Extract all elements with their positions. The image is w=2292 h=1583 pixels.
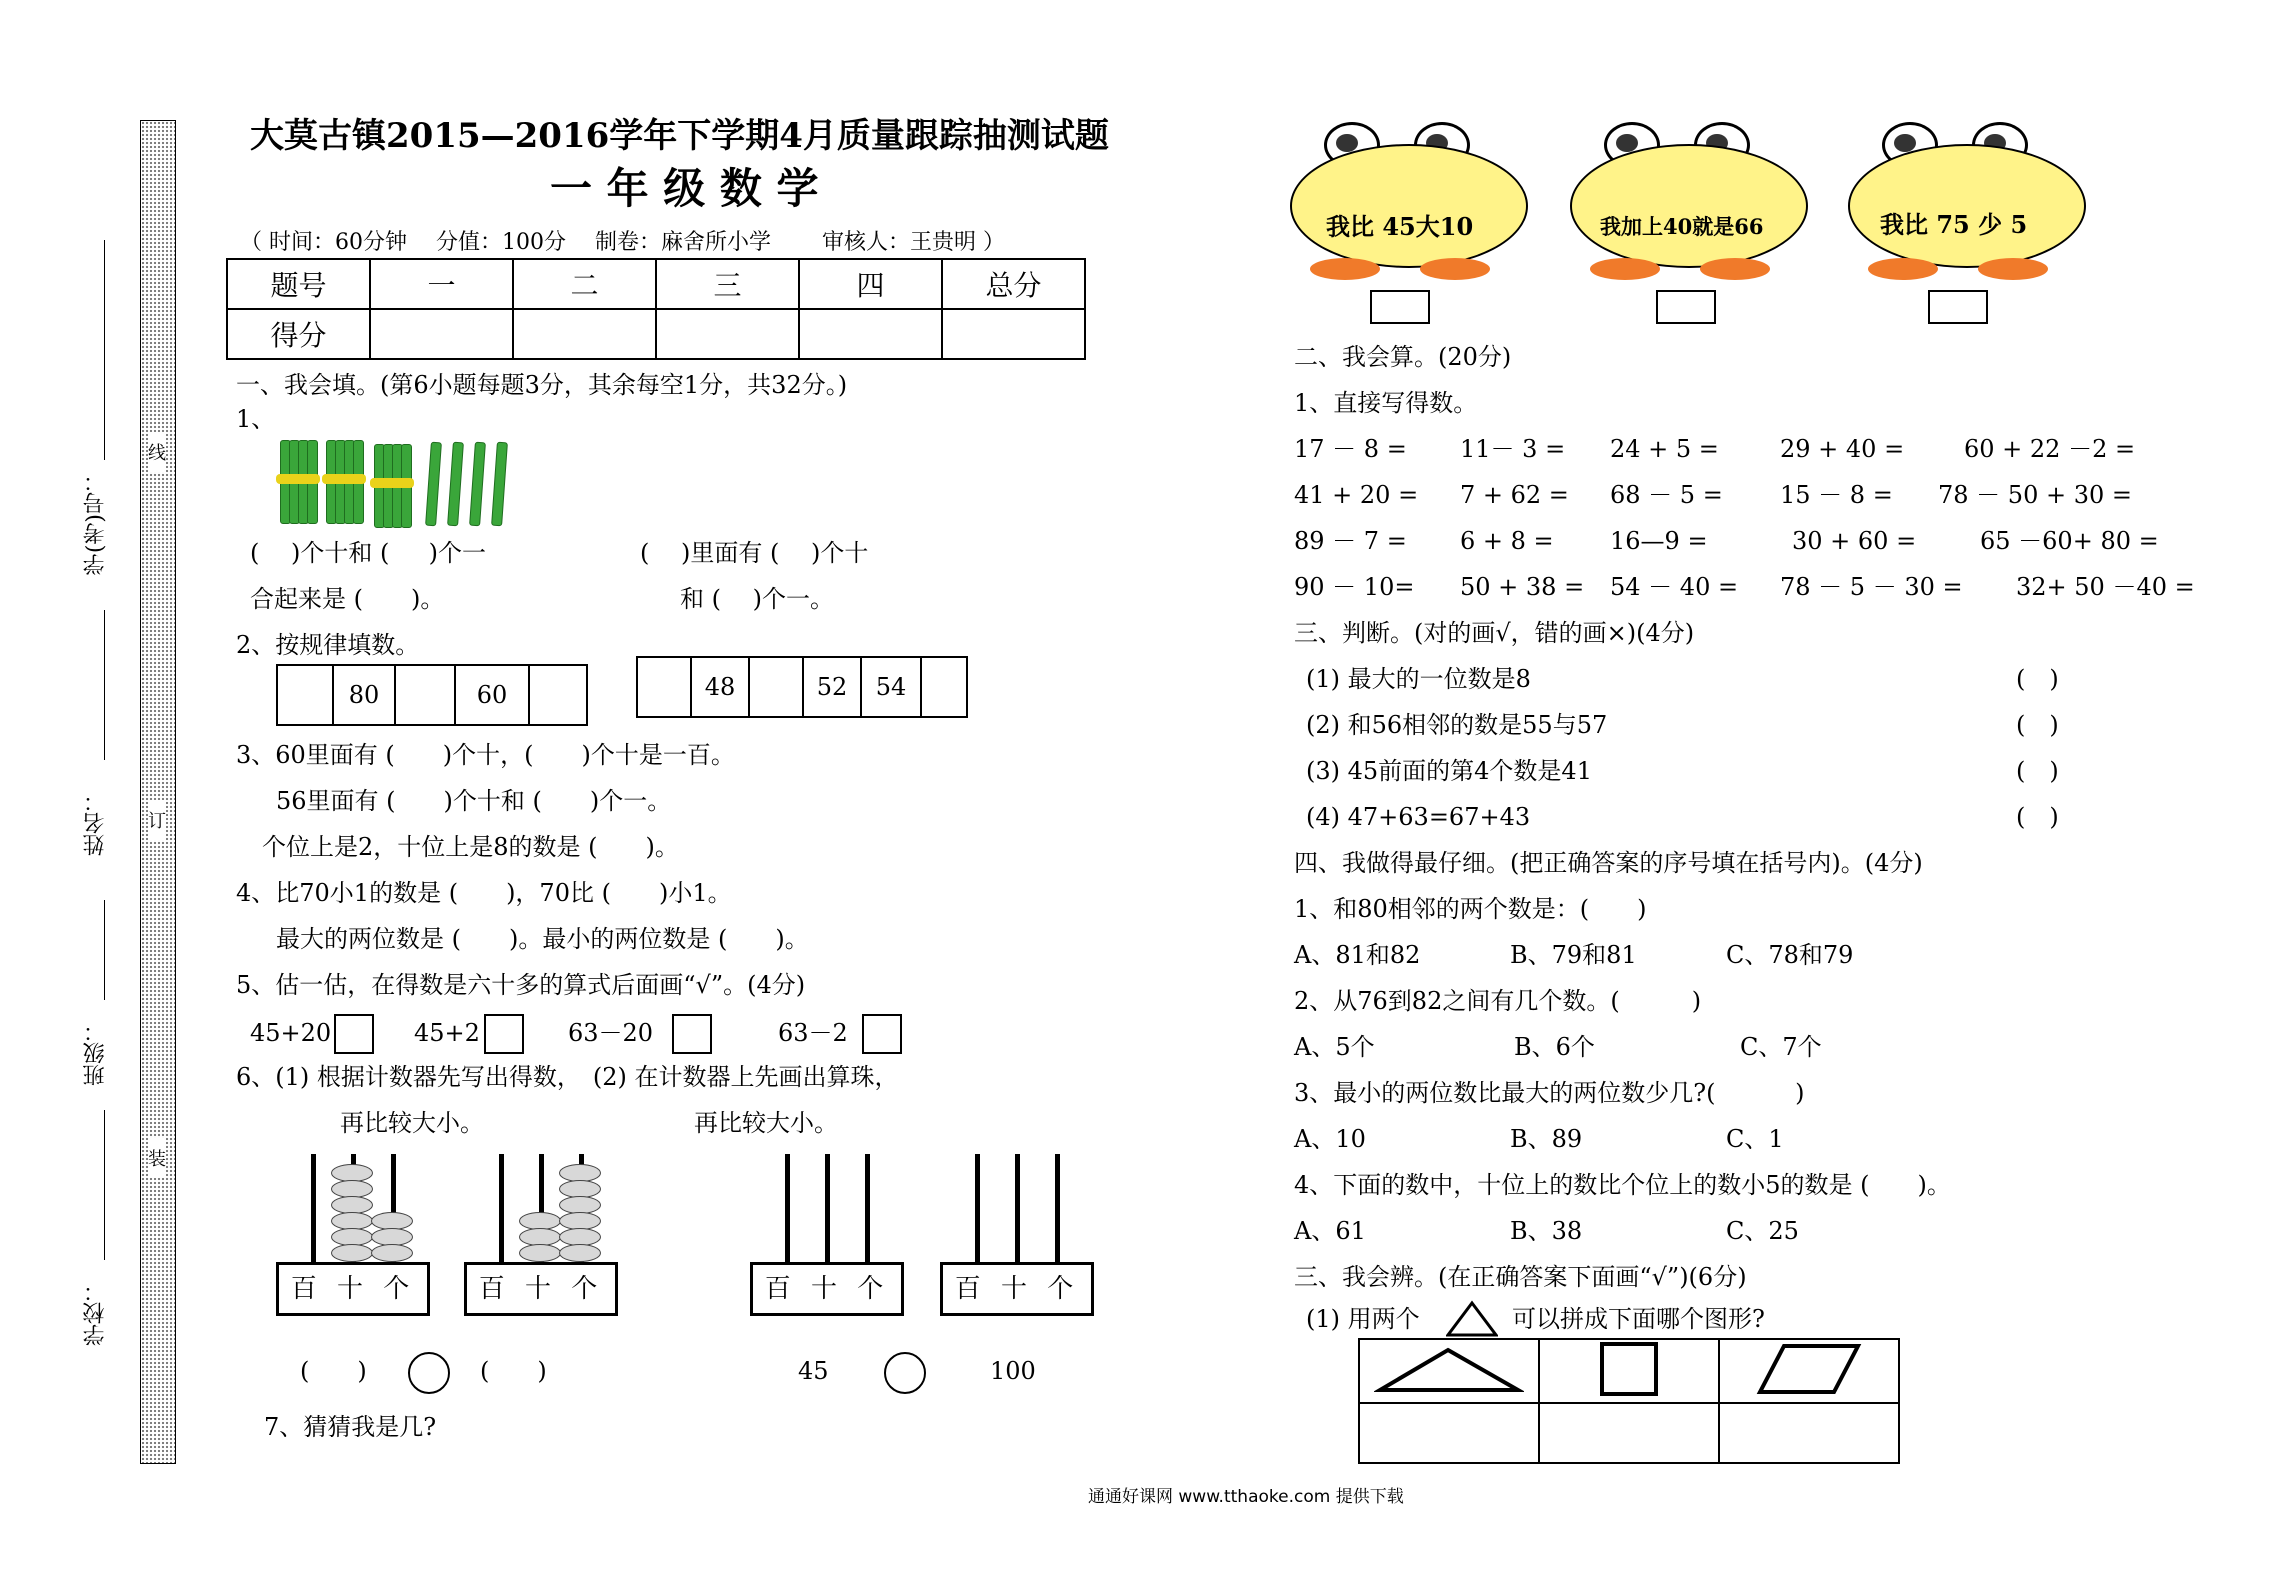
name-line <box>104 610 105 760</box>
q1-text-1a: ( )个十和 ( )个一 <box>250 539 486 567</box>
shape-answer-cell[interactable] <box>1719 1403 1899 1463</box>
section5-q1b: 可以拼成下面哪个图形? <box>1512 1305 1765 1333</box>
section5-heading: 三、我会辨。(在正确答案下面画“√”)(6分) <box>1294 1263 1747 1291</box>
abacus-2-label: 百 十 个 <box>464 1262 618 1316</box>
score-cell[interactable] <box>942 309 1085 359</box>
section2-heading: 二、我会算。(20分) <box>1294 343 1512 371</box>
q5-checkbox-4[interactable] <box>862 1014 902 1054</box>
mc-option: C、7个 <box>1740 1033 1822 1061</box>
mc-stem: 1、和80相邻的两个数是：( ) <box>1294 895 1647 923</box>
score-head-3: 三 <box>656 259 799 309</box>
mc-stem: 2、从76到82之间有几个数。( ) <box>1294 987 1702 1015</box>
compare-right-2: 100 <box>990 1357 1036 1385</box>
frog-2-text: 我加上40就是66 <box>1600 214 1764 239</box>
calc: 24 + 5 = <box>1610 435 1719 463</box>
section1-heading: 一、我会填。(第6小题每题3分，其余每空1分，共32分。) <box>236 371 848 399</box>
triangle-icon <box>1446 1300 1498 1338</box>
q6-line-b2: 再比较大小。 <box>694 1109 838 1137</box>
mc-option: A、5个 <box>1294 1033 1375 1061</box>
section5-q1a: (1) 用两个 <box>1306 1305 1420 1333</box>
compare-left-1: ( ) <box>300 1357 367 1385</box>
frog-2-answer[interactable] <box>1656 290 1716 324</box>
abacus-3-label: 百 十 个 <box>750 1262 904 1316</box>
mc-stem: 4、下面的数中，十位上的数比个位上的数小5的数是 ( )。 <box>1294 1171 1951 1199</box>
q1-number: 1、 <box>236 405 276 433</box>
seq1-cell[interactable] <box>396 666 456 724</box>
score-head-5: 总分 <box>942 259 1085 309</box>
calc: 89 － 7 = <box>1294 527 1407 555</box>
frog-3-text: 我比 75 少 5 <box>1880 210 2028 239</box>
calc: 32+ 50 －40 = <box>2016 573 2195 601</box>
seq1-cell: 80 <box>334 666 396 724</box>
sticks-illustration <box>280 440 540 530</box>
judge-paren[interactable]: ( ) <box>2016 665 2059 693</box>
compare-circle-2[interactable] <box>884 1352 926 1394</box>
q1-text-2b: 和 ( )个一。 <box>680 585 834 613</box>
abacus-3[interactable] <box>750 1154 904 1264</box>
abacus-4[interactable] <box>940 1154 1094 1264</box>
q3-line-c: 个位上是2，十位上是8的数是 ( )。 <box>262 833 679 861</box>
score-head-1: 一 <box>370 259 513 309</box>
judge-item: (2) 和56相邻的数是55与57 <box>1306 711 1608 739</box>
score-table <box>226 258 1086 360</box>
mc-option: C、25 <box>1726 1217 1799 1245</box>
calc: 50 + 38 = <box>1460 573 1585 601</box>
compare-circle-1[interactable] <box>408 1352 450 1394</box>
shape-table <box>1358 1338 1900 1464</box>
calc: 6 + 8 = <box>1460 527 1554 555</box>
mc-option: B、89 <box>1510 1125 1583 1153</box>
calc: 54 － 40 = <box>1610 573 1739 601</box>
school-label: 学校： <box>83 1280 108 1346</box>
seq2-cell[interactable] <box>638 658 692 716</box>
calc: 15 － 8 = <box>1780 481 1893 509</box>
section4-heading: 四、我做得最仔细。(把正确答案的序号填在括号内)。(4分) <box>1294 849 1923 877</box>
shape-cell <box>1719 1339 1899 1403</box>
binding-strip <box>140 120 176 1464</box>
judge-item: (1) 最大的一位数是8 <box>1306 665 1531 693</box>
frog-3-answer[interactable] <box>1928 290 1988 324</box>
mc-option: B、79和81 <box>1510 941 1637 969</box>
frog-1-answer[interactable] <box>1370 290 1430 324</box>
section2-sub: 1、直接写得数。 <box>1294 389 1478 417</box>
q1-text-1b: ( )里面有 ( )个十 <box>640 539 869 567</box>
mc-option: B、6个 <box>1514 1033 1595 1061</box>
calc: 78 － 5 － 30 = <box>1780 573 1963 601</box>
score-head-2: 二 <box>513 259 656 309</box>
score-label: 得分 <box>227 309 370 359</box>
q5-checkbox-2[interactable] <box>484 1014 524 1054</box>
exam-info: （ 时间：60分钟 分值：100分 制卷：麻舍所小学 审核人：王贵明 ） <box>240 230 1005 255</box>
name-label: 姓名： <box>83 790 108 856</box>
score-head-0: 题号 <box>227 259 370 309</box>
q5-checkbox-3[interactable] <box>672 1014 712 1054</box>
judge-item: (3) 45前面的第4个数是41 <box>1306 757 1592 785</box>
mc-option: C、78和79 <box>1726 941 1854 969</box>
id-label: 学(考)号： <box>83 470 108 576</box>
q5-expr-2: 45+2 <box>414 1019 480 1047</box>
section3-heading: 三、判断。(对的画√，错的画×)(4分) <box>1294 619 1695 647</box>
q5-checkbox-1[interactable] <box>334 1014 374 1054</box>
q7-heading: 7、猜猜我是几? <box>264 1413 437 1441</box>
q5-heading: 5、估一估，在得数是六十多的算式后面画“√”。(4分) <box>236 971 806 999</box>
seq2-cell[interactable] <box>922 658 966 716</box>
q5-expr-1: 45+20 <box>250 1019 332 1047</box>
judge-paren[interactable]: ( ) <box>2016 711 2059 739</box>
score-cell[interactable] <box>513 309 656 359</box>
judge-paren[interactable]: ( ) <box>2016 803 2059 831</box>
sequence-1 <box>276 664 588 726</box>
calc: 90 － 10= <box>1294 573 1415 601</box>
shape-cell <box>1539 1339 1719 1403</box>
abacus-1-label: 百 十 个 <box>276 1262 430 1316</box>
score-cell[interactable] <box>370 309 513 359</box>
shape-cell <box>1359 1339 1539 1403</box>
judge-paren[interactable]: ( ) <box>2016 757 2059 785</box>
q5-expr-3: 63－20 <box>568 1019 654 1047</box>
mc-option: A、61 <box>1294 1217 1366 1245</box>
footer-text: 通通好课网 www.tthaoke.com 提供下载 <box>1088 1487 1404 1507</box>
seq1-cell: 60 <box>456 666 530 724</box>
parallelogram-icon <box>1754 1342 1864 1396</box>
calc: 17 － 8 = <box>1294 435 1407 463</box>
q6-line-a: 6、(1) 根据计数器先写出得数， (2) 在计数器上先画出算珠， <box>236 1063 899 1091</box>
mc-option: A、10 <box>1294 1125 1366 1153</box>
calc: 68 － 5 = <box>1610 481 1723 509</box>
judge-item: (4) 47+63=67+43 <box>1306 803 1531 831</box>
calc: 11－ 3 = <box>1460 435 1566 463</box>
calc: 29 + 40 = <box>1780 435 1905 463</box>
school-line <box>104 1110 105 1260</box>
strip-label-ding: 订 <box>148 800 166 840</box>
q3-line-a: 3、60里面有 ( )个十，( )个十是一百。 <box>236 741 735 769</box>
seq2-cell[interactable] <box>750 658 804 716</box>
q2-heading: 2、按规律填数。 <box>236 631 420 659</box>
strip-label-zhuang: 装 <box>148 1138 166 1178</box>
q3-line-b: 56里面有 ( )个十和 ( )个一。 <box>276 787 672 815</box>
big-triangle-icon <box>1374 1342 1524 1396</box>
q4-line-b: 最大的两位数是 ( )。最小的两位数是 ( )。 <box>276 925 809 953</box>
class-label: 班级： <box>83 1020 108 1086</box>
id-line <box>104 240 105 460</box>
score-cell[interactable] <box>799 309 942 359</box>
class-line <box>104 900 105 1000</box>
score-cell[interactable] <box>656 309 799 359</box>
exam-title: 大莫古镇2015—2016学年下学期4月质量跟踪抽测试题 <box>250 116 1109 156</box>
seq2-cell: 54 <box>862 658 922 716</box>
seq2-cell: 52 <box>804 658 862 716</box>
frog-1-text: 我比 45大10 <box>1326 212 1474 241</box>
mc-option: C、1 <box>1726 1125 1784 1153</box>
seq2-cell: 48 <box>692 658 750 716</box>
seq1-cell[interactable] <box>278 666 334 724</box>
square-icon <box>1594 1340 1664 1398</box>
calc: 30 + 60 = <box>1792 527 1917 555</box>
calc: 7 + 62 = <box>1460 481 1569 509</box>
compare-left-2: ( ) <box>480 1357 547 1385</box>
calc: 41 + 20 = <box>1294 481 1419 509</box>
abacus-4-label: 百 十 个 <box>940 1262 1094 1316</box>
shape-answer-cell[interactable] <box>1539 1403 1719 1463</box>
seq1-cell[interactable] <box>530 666 586 724</box>
q5-expr-4: 63－2 <box>778 1019 848 1047</box>
score-head-4: 四 <box>799 259 942 309</box>
exam-subtitle: 一 年 级 数 学 <box>550 164 819 213</box>
q6-line-b1: 再比较大小。 <box>340 1109 484 1137</box>
mc-stem: 3、最小的两位数比最大的两位数少几?( ) <box>1294 1079 1805 1107</box>
calc: 16—9 = <box>1610 527 1708 555</box>
calc: 65 －60+ 80 = <box>1980 527 2159 555</box>
compare-right-1: 45 <box>798 1357 829 1385</box>
mc-option: B、38 <box>1510 1217 1583 1245</box>
q1-text-2a: 合起来是 ( )。 <box>250 585 445 613</box>
calc: 78 － 50 + 30 = <box>1938 481 2132 509</box>
strip-label-xian: 线 <box>148 432 166 472</box>
shape-answer-cell[interactable] <box>1359 1403 1539 1463</box>
q4-line-a: 4、比70小1的数是 ( )，70比 ( )小1。 <box>236 879 732 907</box>
sequence-2 <box>636 656 968 718</box>
mc-option: A、81和82 <box>1294 941 1421 969</box>
calc: 60 + 22 －2 = <box>1964 435 2136 463</box>
